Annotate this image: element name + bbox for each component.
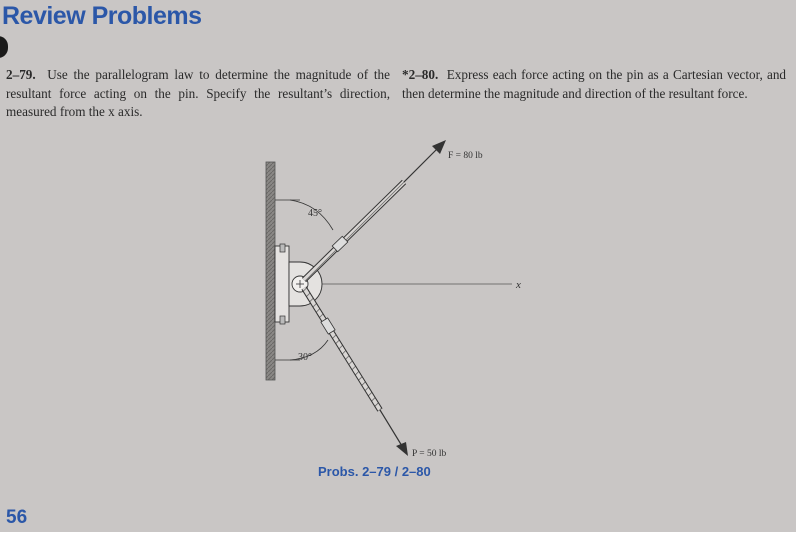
force-f-arrow <box>404 148 438 182</box>
rope-p-core <box>304 288 380 410</box>
force-f-label: F = 80 lb <box>448 151 483 161</box>
bolt-top <box>280 244 285 252</box>
bracket-plate <box>275 246 289 322</box>
x-axis-label: x <box>516 279 521 291</box>
wall <box>266 162 275 380</box>
force-p-arrowhead <box>396 442 408 456</box>
angle-label-30: 30° <box>298 352 312 363</box>
page-number: 56 <box>6 507 28 528</box>
force-p-arrow <box>380 410 402 446</box>
rope-f-core <box>304 182 404 280</box>
bolt-bottom <box>280 316 285 324</box>
problem-text: Express each force acting on the pin as a Cartesian vector, and then determine the magnitude and direction of the resultant force. <box>402 67 787 101</box>
angle-label-45: 45° <box>308 208 322 219</box>
problem-number: *2–80. <box>402 67 439 82</box>
force-p-label: P = 50 lb <box>412 449 447 459</box>
problem-number: 2–79. <box>6 67 36 82</box>
section-title: Review Problems <box>2 2 202 30</box>
problem-text: Use the parallelogram law to determine the magnitude of the resultant force acting on the pin. Specify the resultant’s direction, measured from the x axis. <box>6 67 390 119</box>
figure-caption: Probs. 2–79 / 2–80 <box>318 464 431 479</box>
